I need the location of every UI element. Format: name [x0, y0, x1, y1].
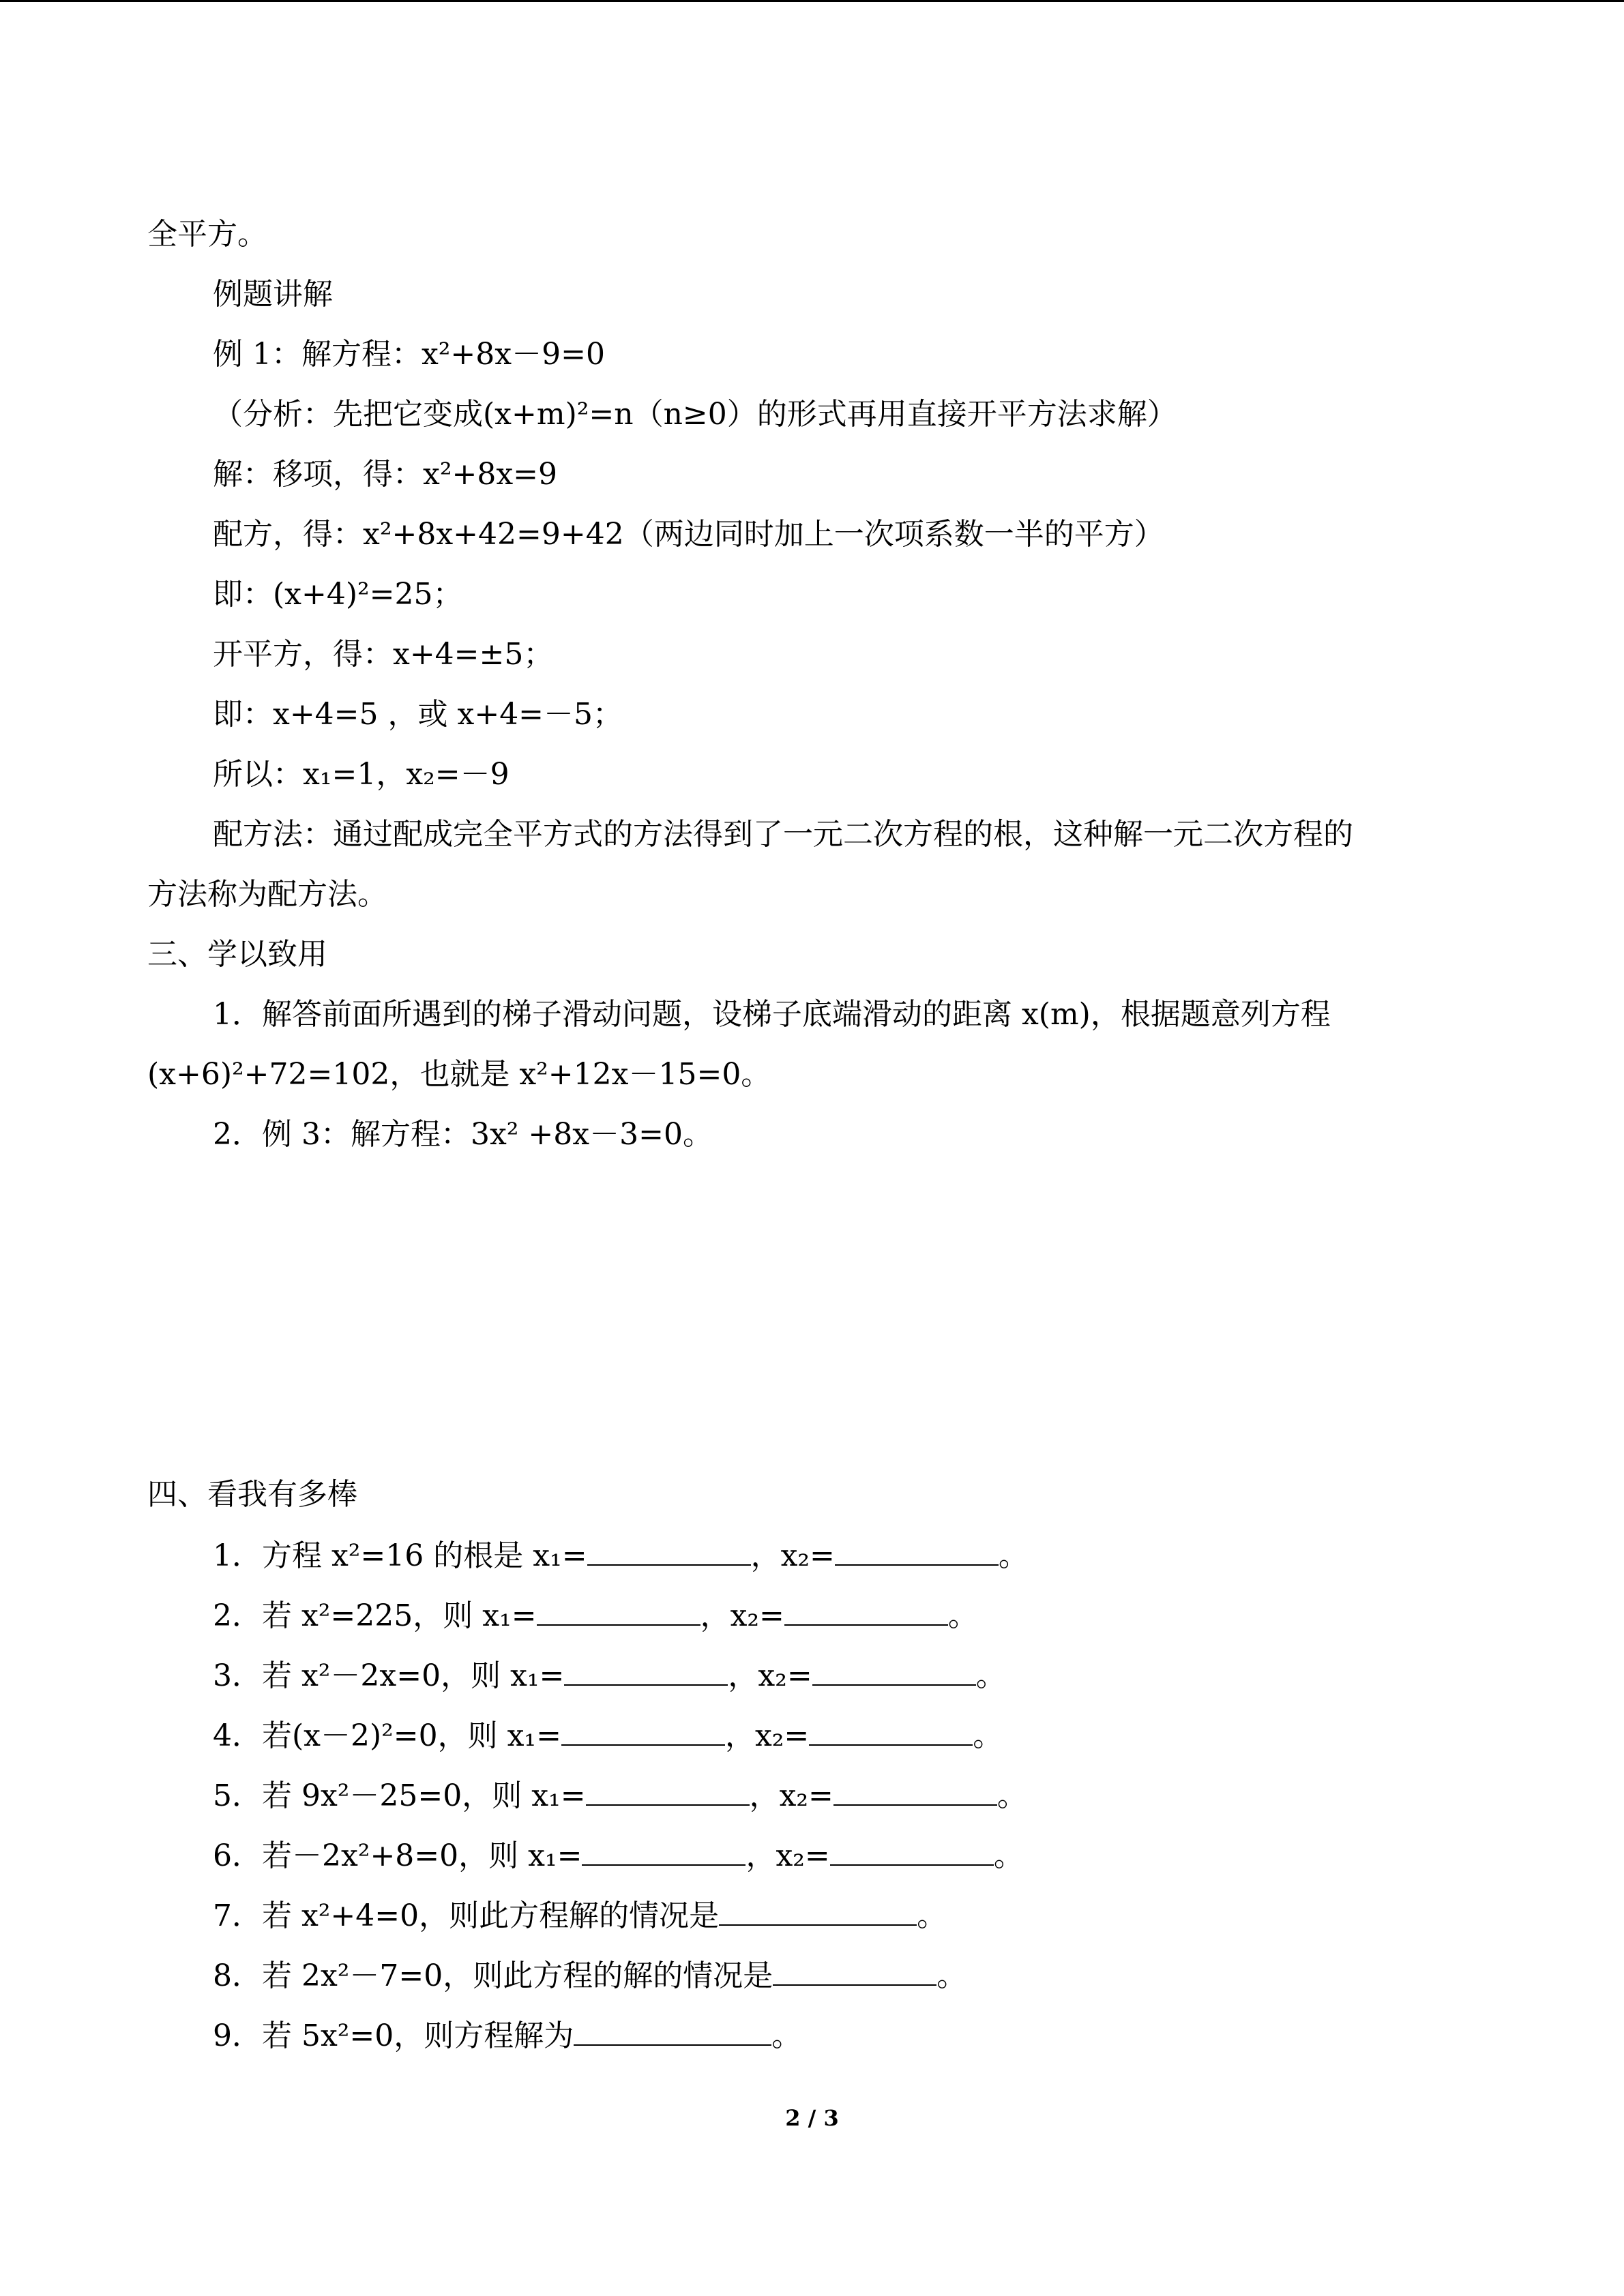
text-line: 所以：x₁=1，x₂=－9 — [213, 757, 510, 792]
answer-blank[interactable] — [833, 1777, 997, 1806]
answer-blank[interactable] — [830, 1837, 994, 1866]
answer-blank[interactable] — [564, 1657, 728, 1686]
section-heading: 三、学以致用 — [147, 937, 327, 972]
section-heading: 四、看我有多棒 — [147, 1477, 357, 1512]
answer-blank[interactable] — [773, 1957, 936, 1986]
text-line: 方法称为配方法。 — [147, 877, 387, 912]
exercise-item: 7．若 x²+4=0，则此方程解的情况是 。 — [213, 1898, 947, 1933]
text-line: 即：x+4=5 ，或 x+4=－5； — [213, 697, 623, 732]
text-line: 全平方。 — [147, 217, 267, 252]
answer-blank[interactable] — [809, 1717, 973, 1746]
exercise-item: 3．若 x²－2x=0，则 x₁= ，x₂= 。 — [213, 1658, 1006, 1693]
exercise-item: 2．若 x²=225，则 x₁= ，x₂= 。 — [213, 1598, 978, 1633]
answer-blank[interactable] — [587, 1537, 751, 1566]
text-line: 配方，得：x²+8x+42=9+42（两边同时加上一次项系数一半的平方） — [213, 517, 1164, 552]
page-number: 2 / 3 — [785, 2105, 839, 2131]
exercise-item: 9．若 5x²=0，则方程解为 。 — [213, 2018, 802, 2053]
exercise-item: 5．若 9x²－25=0，则 x₁= ，x₂= 。 — [213, 1778, 1027, 1813]
section-heading: 例题讲解 — [213, 277, 333, 312]
answer-blank[interactable] — [586, 1777, 750, 1806]
text-line: 1．解答前面所遇到的梯子滑动问题，设梯子底端滑动的距离 x(m)，根据题意列方程 — [213, 997, 1331, 1032]
answer-blank[interactable] — [582, 1837, 745, 1866]
text-line: 即：(x+4)²=25； — [213, 577, 463, 612]
exercise-item: 6．若－2x²+8=0，则 x₁= ，x₂= 。 — [213, 1838, 1024, 1873]
answer-blank[interactable] — [574, 2017, 771, 2046]
answer-blank[interactable] — [719, 1897, 917, 1926]
text-line: 解：移项，得：x²+8x=9 — [213, 457, 557, 492]
text-line: （分析：先把它变成(x+m)²=n（n≥0）的形式再用直接开平方法求解） — [213, 397, 1177, 432]
answer-blank[interactable] — [561, 1717, 725, 1746]
text-line: 2．例 3：解方程：3x² +8x－3=0。 — [213, 1117, 713, 1152]
exercise-item: 4．若(x－2)²=0，则 x₁= ，x₂= 。 — [213, 1718, 1003, 1753]
text-line: 开平方，得：x+4=±5； — [213, 637, 554, 672]
exercise-item: 8．若 2x²－7=0，则此方程的解的情况是 。 — [213, 1958, 967, 1993]
answer-blank[interactable] — [835, 1537, 999, 1566]
answer-blank[interactable] — [537, 1597, 700, 1626]
text-line: 配方法：通过配成完全平方式的方法得到了一元二次方程的根，这种解一元二次方程的 — [213, 817, 1353, 852]
exercise-item: 1．方程 x²=16 的根是 x₁= ，x₂= 。 — [213, 1538, 1029, 1573]
answer-blank[interactable] — [784, 1597, 948, 1626]
answer-blank[interactable] — [812, 1657, 976, 1686]
text-line: 例 1：解方程：x²+8x－9=0 — [213, 337, 605, 372]
text-line: (x+6)²+72=102，也就是 x²+12x－15=0。 — [147, 1057, 771, 1092]
top-border — [0, 0, 1624, 2]
